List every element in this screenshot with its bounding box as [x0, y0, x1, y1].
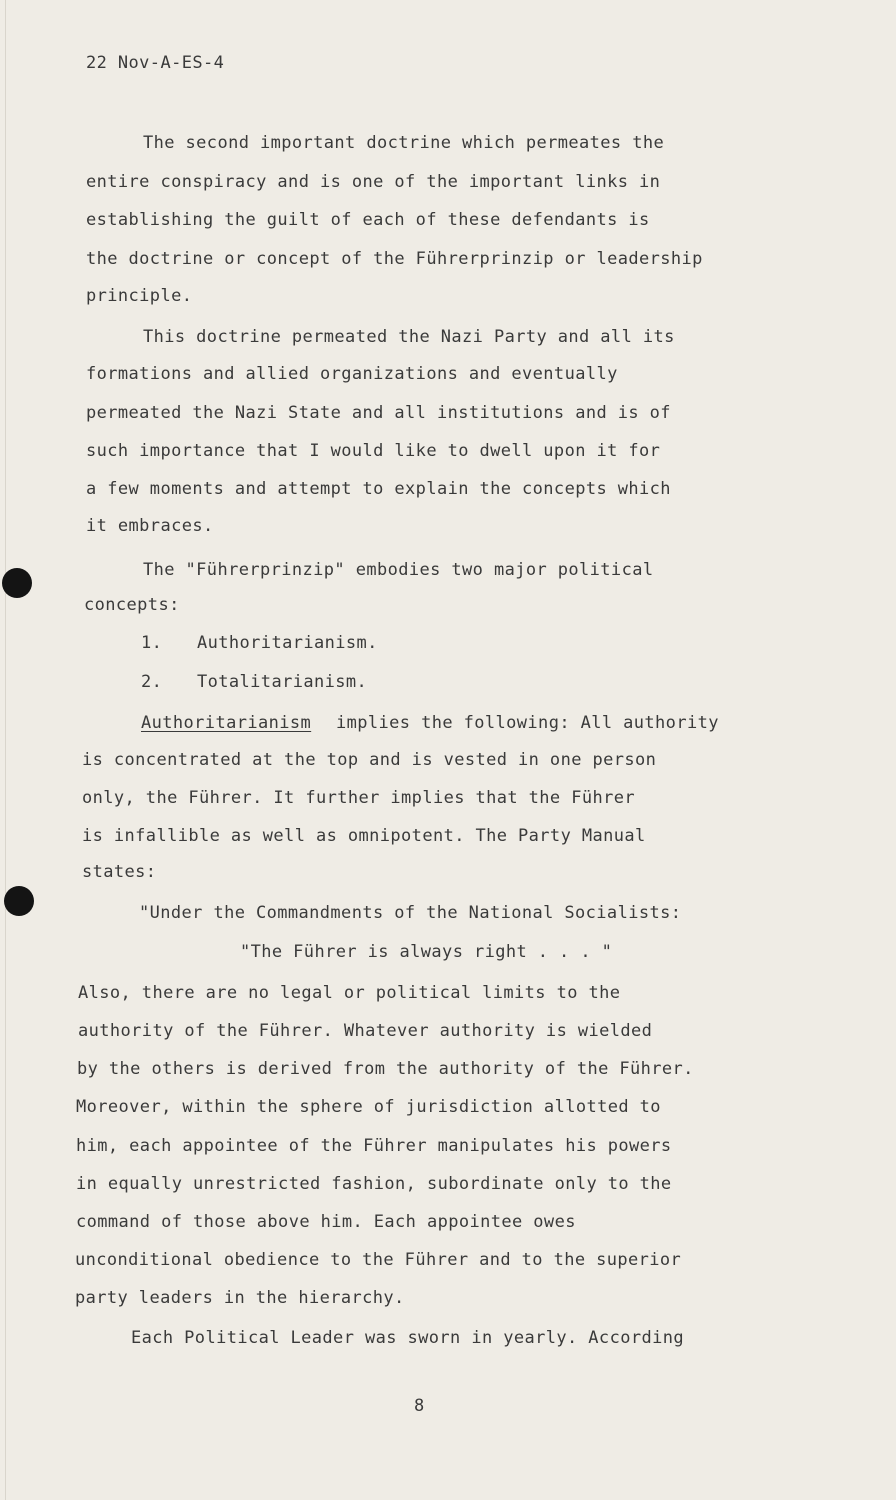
- body-line: implies the following: All authority: [336, 713, 719, 733]
- body-line: unconditional obedience to the Führer and to the superior: [75, 1250, 682, 1270]
- list-number: 1.: [141, 633, 163, 653]
- body-line: is infallible as well as omnipotent. The Party Manual: [82, 826, 646, 846]
- body-line: states:: [82, 862, 157, 882]
- body-line: authority of the Führer. Whatever authority is wielded: [78, 1021, 653, 1041]
- body-line: party leaders in the hierarchy.: [75, 1288, 405, 1308]
- body-line: command of those above him. Each appointee owes: [76, 1212, 576, 1232]
- body-line: principle.: [86, 286, 193, 306]
- list-item: Totalitarianism.: [197, 672, 368, 692]
- quotation-line: "Under the Commandments of the National Socialists:: [139, 903, 682, 923]
- body-line: only, the Führer. It further implies that the Führer: [82, 788, 636, 808]
- body-line: by the others is derived from the authority of the Führer.: [77, 1059, 694, 1079]
- page-edge: [5, 0, 6, 1500]
- body-line: This doctrine permeated the Nazi Party and all its: [143, 327, 675, 347]
- body-line: Each Political Leader was sworn in yearly. According: [131, 1328, 685, 1348]
- punch-hole: [4, 886, 34, 916]
- body-line: The second important doctrine which permeates the: [143, 133, 665, 153]
- page-number: 8: [414, 1396, 425, 1416]
- list-item: Authoritarianism.: [197, 633, 378, 653]
- underlined-term: Authoritarianism: [141, 713, 312, 733]
- body-line: entire conspiracy and is one of the important links in: [86, 172, 661, 192]
- document-id: 22 Nov-A-ES-4: [86, 53, 225, 73]
- body-line: Also, there are no legal or political limits to the: [78, 983, 621, 1003]
- body-line: him, each appointee of the Führer manipulates his powers: [76, 1136, 672, 1156]
- body-line: permeated the Nazi State and all institutions and is of: [86, 403, 671, 423]
- body-line: formations and allied organizations and eventually: [86, 364, 618, 384]
- body-line: it embraces.: [86, 516, 214, 536]
- body-line: the doctrine or concept of the Führerprinzip or leadership: [86, 249, 703, 269]
- body-line: Moreover, within the sphere of jurisdiction allotted to: [76, 1097, 661, 1117]
- list-number: 2.: [141, 672, 163, 692]
- body-line: such importance that I would like to dwell upon it for: [86, 441, 661, 461]
- body-line: is concentrated at the top and is vested in one person: [82, 750, 657, 770]
- body-line: The "Führerprinzip" embodies two major political: [143, 560, 654, 580]
- body-line: in equally unrestricted fashion, subordinate only to the: [76, 1174, 672, 1194]
- quotation-line: "The Führer is always right . . . ": [240, 942, 613, 962]
- body-line: concepts:: [84, 595, 180, 615]
- punch-hole: [2, 568, 32, 598]
- body-line: establishing the guilt of each of these defendants is: [86, 210, 650, 230]
- body-line: a few moments and attempt to explain the concepts which: [86, 479, 671, 499]
